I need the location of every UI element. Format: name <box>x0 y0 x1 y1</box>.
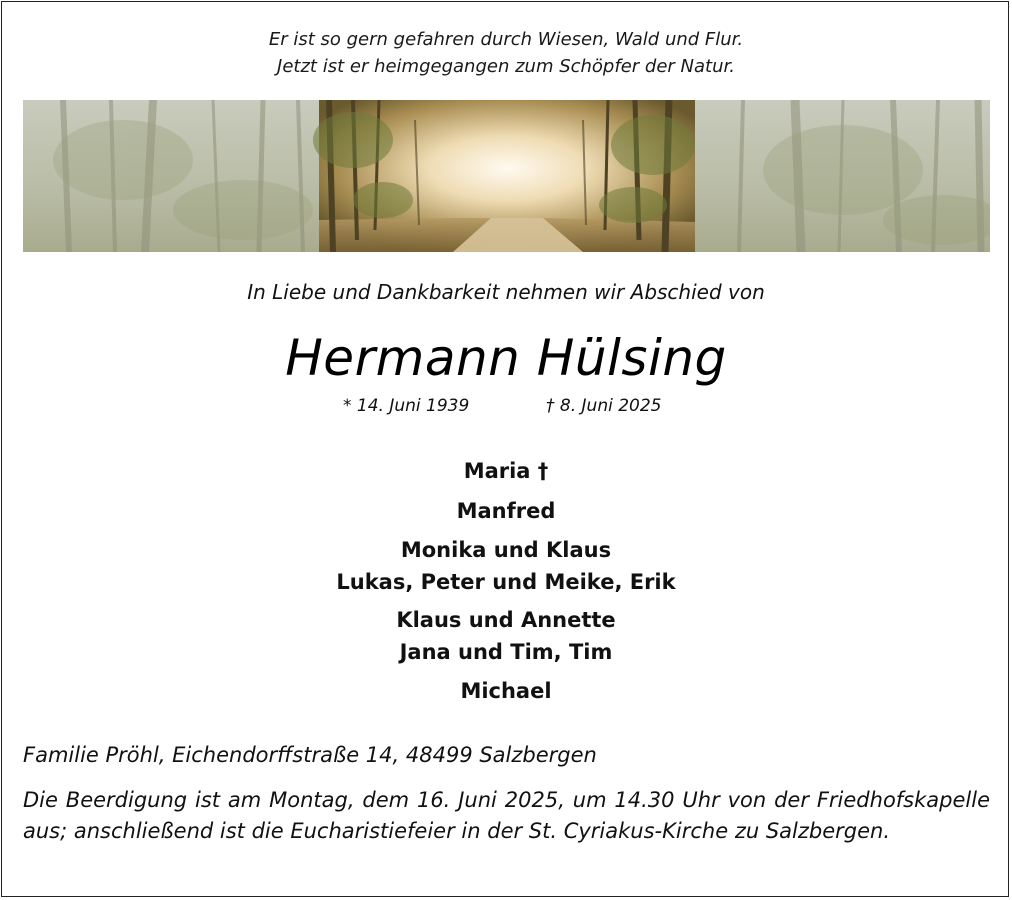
mourner-line: Maria † <box>463 459 549 483</box>
verse-line-2: Jetzt ist er heimgegangen zum Schöpfer der Natur. <box>277 56 735 77</box>
family-address: Familie Pröhl, Eichendorffstraße 14, 48499 Salzbergen <box>23 743 597 767</box>
mourner-line: Monika und Klaus <box>400 538 612 562</box>
mourner-line: Manfred <box>456 499 556 523</box>
birth-date: * 14. Juni 1939 <box>343 396 470 416</box>
mourner-line: Michael <box>460 679 552 703</box>
death-date: † 8. Juni 2025 <box>546 396 662 416</box>
forest-banner-image <box>23 100 990 252</box>
deceased-name: Hermann Hülsing <box>285 329 727 387</box>
funeral-notice: Die Beerdigung ist am Montag, dem 16. Juni 2025, um 14.30 Uhr von der Friedhofskapelle aus; anschließend ist die Eucharistiefeier in der St. Cyriakus-Kirche zu Salzbergen. <box>23 788 990 843</box>
verse-line-1: Er ist so gern gefahren durch Wiesen, Wald und Flur. <box>268 29 744 50</box>
mourner-line: Lukas, Peter und Meike, Erik <box>336 570 676 594</box>
mourner-line: Klaus und Annette <box>396 608 616 632</box>
farewell-intro: In Liebe und Dankbarkeit nehmen wir Abschied von <box>247 280 765 304</box>
mourner-line: Jana und Tim, Tim <box>399 640 613 664</box>
